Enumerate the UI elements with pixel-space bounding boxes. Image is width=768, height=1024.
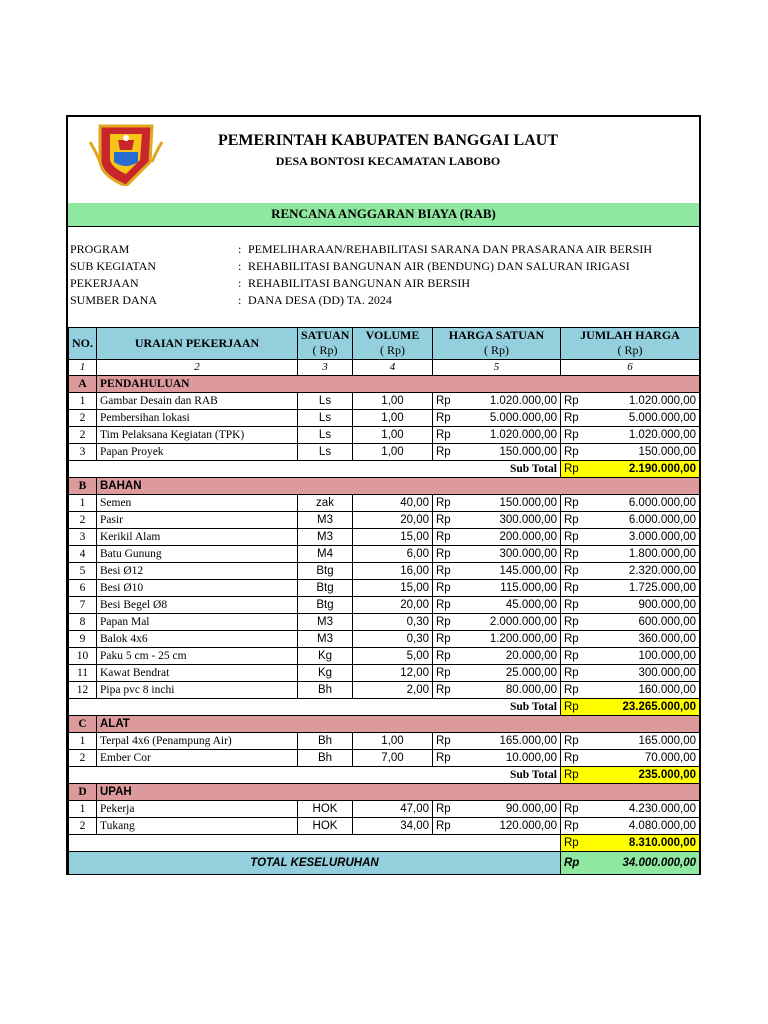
column-number: 3 — [298, 360, 353, 376]
item-no: 4 — [69, 546, 97, 563]
col-header-jumlah-label: JUMLAH HARGA — [580, 328, 680, 342]
item-satuan: Bh — [298, 682, 353, 699]
table-row — [69, 393, 700, 410]
item-uraian: Balok 4x6 — [97, 631, 298, 648]
table-row — [69, 750, 700, 767]
item-jumlah-value: 1.725.000,00 — [628, 581, 696, 594]
item-no: 1 — [69, 393, 97, 410]
section-row — [69, 376, 700, 393]
info-key: SUB KEGIATAN — [70, 259, 157, 273]
currency-label: Rp — [436, 734, 451, 747]
item-harga — [433, 495, 561, 512]
item-no: 6 — [69, 580, 97, 597]
item-uraian: Pipa pvc 8 inchi — [97, 682, 298, 699]
item-harga-value: 150.000,00 — [499, 496, 557, 509]
currency-label: Rp — [564, 856, 580, 869]
item-volume: 2,00 — [353, 682, 433, 699]
item-volume: 0,30 — [353, 631, 433, 648]
table-row — [69, 444, 700, 461]
item-no: 1 — [69, 495, 97, 512]
item-jumlah — [561, 393, 700, 410]
item-no: 2 — [69, 512, 97, 529]
item-satuan: M3 — [298, 512, 353, 529]
currency-label: Rp — [436, 411, 451, 424]
item-jumlah — [561, 529, 700, 546]
item-volume: 20,00 — [353, 597, 433, 614]
currency-label: Rp — [436, 547, 451, 560]
item-jumlah — [561, 597, 700, 614]
item-harga — [433, 512, 561, 529]
item-no: 1 — [69, 801, 97, 818]
item-satuan: Ls — [298, 393, 353, 410]
item-volume: 1,00 — [353, 427, 433, 444]
table-row — [69, 563, 700, 580]
currency-label: Rp — [564, 394, 579, 407]
section-letter: C — [69, 716, 97, 733]
info-colon: : — [238, 259, 242, 273]
item-no: 2 — [69, 427, 97, 444]
item-harga-value: 90.000,00 — [505, 802, 557, 815]
item-volume: 47,00 — [353, 801, 433, 818]
currency-label: Rp — [564, 615, 579, 628]
col-header-jumlah — [561, 328, 700, 360]
subtotal-amount: 235.000,00 — [638, 768, 696, 781]
item-harga-value: 5.000.000,00 — [489, 411, 557, 424]
currency-label: Rp — [564, 683, 579, 696]
item-jumlah — [561, 546, 700, 563]
item-satuan: M4 — [298, 546, 353, 563]
item-satuan: zak — [298, 495, 353, 512]
currency-label: Rp — [564, 632, 579, 645]
col-header-volume — [353, 328, 433, 360]
subtotal-label: Sub Total — [69, 699, 561, 716]
currency-label: Rp — [436, 394, 451, 407]
table-row — [69, 733, 700, 750]
item-uraian: Besi Ø12 — [97, 563, 298, 580]
item-volume: 20,00 — [353, 512, 433, 529]
item-satuan: Btg — [298, 563, 353, 580]
item-jumlah — [561, 648, 700, 665]
item-jumlah-value: 3.000.000,00 — [628, 530, 696, 543]
currency-label: Rp — [436, 496, 451, 509]
item-satuan: Btg — [298, 580, 353, 597]
item-no: 2 — [69, 818, 97, 835]
item-jumlah-value: 1.020.000,00 — [628, 394, 696, 407]
item-volume: 15,00 — [353, 580, 433, 597]
currency-label: Rp — [436, 666, 451, 679]
grand-total-row — [69, 852, 700, 875]
rab-table — [68, 327, 700, 875]
item-harga — [433, 563, 561, 580]
currency-label: Rp — [436, 802, 451, 815]
item-jumlah-value: 4.080.000,00 — [628, 819, 696, 832]
table-row — [69, 580, 700, 597]
subtotal-label — [69, 835, 561, 852]
currency-label: Rp — [564, 734, 579, 747]
col-header-satuan-unit: ( Rp) — [312, 343, 338, 357]
item-harga-value: 145.000,00 — [499, 564, 557, 577]
item-uraian: Tim Pelaksana Kegiatan (TPK) — [97, 427, 298, 444]
currency-label: Rp — [436, 683, 451, 696]
col-header-harga-unit: ( Rp) — [484, 343, 509, 357]
item-jumlah-value: 70.000,00 — [644, 751, 696, 764]
subtotal-row — [69, 699, 700, 716]
column-number: 4 — [353, 360, 433, 376]
rab-title: RENCANA ANGGARAN BIAYA (RAB) — [68, 203, 699, 227]
col-header-jumlah-unit: ( Rp) — [617, 343, 643, 357]
item-harga-value: 150.000,00 — [499, 445, 557, 458]
item-jumlah — [561, 818, 700, 835]
col-header-satuan-label: SATUAN — [301, 328, 350, 342]
column-number-row — [69, 360, 700, 376]
column-number: 1 — [69, 360, 97, 376]
currency-label: Rp — [436, 632, 451, 645]
table-row — [69, 529, 700, 546]
item-satuan: M3 — [298, 631, 353, 648]
item-jumlah — [561, 733, 700, 750]
currency-label: Rp — [564, 802, 579, 815]
info-value: PEMELIHARAAN/REHABILITASI SARANA DAN PRASARANA AIR BERSIH — [248, 242, 653, 256]
item-no: 2 — [69, 750, 97, 767]
item-satuan: Btg — [298, 597, 353, 614]
table-row — [69, 682, 700, 699]
item-harga-value: 300.000,00 — [499, 513, 557, 526]
item-jumlah-value: 160.000,00 — [638, 683, 696, 696]
table-row — [69, 648, 700, 665]
item-harga-value: 20.000,00 — [505, 649, 557, 662]
item-harga-value: 25.000,00 — [505, 666, 557, 679]
item-volume: 15,00 — [353, 529, 433, 546]
item-jumlah-value: 300.000,00 — [638, 666, 696, 679]
table-row — [69, 427, 700, 444]
item-harga — [433, 648, 561, 665]
item-satuan: HOK — [298, 801, 353, 818]
item-uraian: Paku 5 cm - 25 cm — [97, 648, 298, 665]
item-uraian: Kerikil Alam — [97, 529, 298, 546]
subtotal-value — [561, 835, 700, 852]
currency-label: Rp — [564, 666, 579, 679]
item-no: 10 — [69, 648, 97, 665]
item-jumlah — [561, 563, 700, 580]
currency-label: Rp — [564, 445, 579, 458]
item-harga — [433, 546, 561, 563]
item-uraian: Semen — [97, 495, 298, 512]
grand-total-label: TOTAL KESELURUHAN — [69, 852, 561, 875]
currency-label: Rp — [564, 649, 579, 662]
item-jumlah — [561, 682, 700, 699]
item-jumlah — [561, 410, 700, 427]
item-harga-value: 300.000,00 — [499, 547, 557, 560]
item-jumlah-value: 150.000,00 — [638, 445, 696, 458]
currency-label: Rp — [436, 615, 451, 628]
item-uraian: Gambar Desain dan RAB — [97, 393, 298, 410]
item-satuan: M3 — [298, 529, 353, 546]
item-jumlah-value: 6.000.000,00 — [628, 513, 696, 526]
item-harga-value: 1.020.000,00 — [489, 428, 557, 441]
section-letter: B — [69, 478, 97, 495]
item-no: 8 — [69, 614, 97, 631]
item-jumlah — [561, 427, 700, 444]
item-volume: 1,00 — [353, 410, 433, 427]
currency-label: Rp — [436, 598, 451, 611]
item-no: 5 — [69, 563, 97, 580]
table-row — [69, 818, 700, 835]
item-harga — [433, 733, 561, 750]
item-harga — [433, 580, 561, 597]
item-jumlah — [561, 665, 700, 682]
item-satuan: Bh — [298, 750, 353, 767]
item-harga — [433, 597, 561, 614]
table-row — [69, 512, 700, 529]
item-uraian: Pasir — [97, 512, 298, 529]
item-uraian: Pekerja — [97, 801, 298, 818]
item-jumlah-value: 2.320.000,00 — [628, 564, 696, 577]
item-jumlah — [561, 512, 700, 529]
item-harga — [433, 665, 561, 682]
column-number: 2 — [97, 360, 298, 376]
subtotal-amount: 2.190.000,00 — [628, 462, 696, 475]
item-no: 9 — [69, 631, 97, 648]
info-value: REHABILITASI BANGUNAN AIR BERSIH — [248, 276, 471, 290]
currency-label: Rp — [436, 428, 451, 441]
item-satuan: Ls — [298, 444, 353, 461]
section-name: PENDAHULUAN — [97, 376, 700, 393]
item-jumlah-value: 4.230.000,00 — [628, 802, 696, 815]
document-header — [68, 117, 699, 204]
item-satuan: Bh — [298, 733, 353, 750]
item-volume: 16,00 — [353, 563, 433, 580]
column-number: 5 — [433, 360, 561, 376]
item-no: 12 — [69, 682, 97, 699]
currency-label: Rp — [564, 496, 579, 509]
item-jumlah-value: 5.000.000,00 — [628, 411, 696, 424]
item-uraian: Tukang — [97, 818, 298, 835]
currency-label: Rp — [564, 700, 579, 713]
column-number: 6 — [561, 360, 700, 376]
currency-label: Rp — [436, 649, 451, 662]
section-row — [69, 784, 700, 801]
info-key: PROGRAM — [70, 242, 130, 256]
item-satuan: Ls — [298, 427, 353, 444]
item-uraian: Besi Ø10 — [97, 580, 298, 597]
table-header — [69, 328, 700, 360]
info-value: REHABILITASI BANGUNAN AIR (BENDUNG) DAN SALURAN IRIGASI — [248, 259, 630, 273]
currency-label: Rp — [436, 819, 451, 832]
currency-label: Rp — [564, 768, 579, 781]
item-harga — [433, 818, 561, 835]
subtotal-label: Sub Total — [69, 767, 561, 784]
table-row — [69, 495, 700, 512]
item-harga-value: 80.000,00 — [505, 683, 557, 696]
item-satuan: Kg — [298, 665, 353, 682]
table-row — [69, 665, 700, 682]
page-subtitle: DESA BONTOSI KECAMATAN LABOBO — [275, 154, 501, 168]
item-harga-value: 2.000.000,00 — [489, 615, 557, 628]
col-header-volume-label: VOLUME — [365, 328, 420, 342]
item-jumlah — [561, 801, 700, 818]
item-harga-value: 10.000,00 — [505, 751, 557, 764]
item-harga-value: 120.000,00 — [499, 819, 557, 832]
item-jumlah — [561, 495, 700, 512]
currency-label: Rp — [436, 581, 451, 594]
item-uraian: Kawat Bendrat — [97, 665, 298, 682]
grand-total-amount: 34.000.000,00 — [622, 856, 696, 869]
item-harga — [433, 750, 561, 767]
currency-label: Rp — [564, 564, 579, 577]
subtotal-amount: 23.265.000,00 — [622, 700, 696, 713]
item-harga — [433, 410, 561, 427]
section-letter: D — [69, 784, 97, 801]
currency-label: Rp — [564, 411, 579, 424]
table-row — [69, 631, 700, 648]
item-jumlah-value: 1.020.000,00 — [628, 428, 696, 441]
item-volume: 1,00 — [353, 444, 433, 461]
item-volume: 1,00 — [353, 393, 433, 410]
section-row — [69, 478, 700, 495]
item-no: 7 — [69, 597, 97, 614]
item-jumlah — [561, 444, 700, 461]
info-colon: : — [238, 276, 242, 290]
item-harga-value: 165.000,00 — [499, 734, 557, 747]
info-colon: : — [238, 293, 242, 307]
section-name: ALAT — [97, 716, 700, 733]
item-jumlah-value: 100.000,00 — [638, 649, 696, 662]
currency-label: Rp — [564, 530, 579, 543]
item-harga — [433, 614, 561, 631]
item-no: 3 — [69, 444, 97, 461]
item-harga-value: 1.200.000,00 — [489, 632, 557, 645]
item-no: 1 — [69, 733, 97, 750]
item-no: 3 — [69, 529, 97, 546]
subtotal-value — [561, 767, 700, 784]
item-volume: 0,30 — [353, 614, 433, 631]
col-header-harga — [433, 328, 561, 360]
crest-icon — [88, 122, 164, 186]
item-harga — [433, 444, 561, 461]
item-volume: 7,00 — [353, 750, 433, 767]
item-volume: 34,00 — [353, 818, 433, 835]
section-name: BAHAN — [97, 478, 700, 495]
item-jumlah-value: 600.000,00 — [638, 615, 696, 628]
rab-sheet — [66, 115, 701, 875]
currency-label: Rp — [564, 836, 579, 849]
section-letter: A — [69, 376, 97, 393]
item-uraian: Pembersihan lokasi — [97, 410, 298, 427]
table-row — [69, 614, 700, 631]
item-uraian: Batu Gunung — [97, 546, 298, 563]
subtotal-value — [561, 699, 700, 716]
currency-label: Rp — [436, 564, 451, 577]
item-uraian: Besi Begel Ø8 — [97, 597, 298, 614]
item-jumlah-value: 360.000,00 — [638, 632, 696, 645]
subtotal-row — [69, 461, 700, 478]
item-satuan: Ls — [298, 410, 353, 427]
currency-label: Rp — [564, 819, 579, 832]
item-no: 11 — [69, 665, 97, 682]
item-uraian: Papan Proyek — [97, 444, 298, 461]
item-satuan: Kg — [298, 648, 353, 665]
col-header-no: NO. — [69, 328, 97, 360]
currency-label: Rp — [564, 462, 579, 475]
item-harga-value: 115.000,00 — [500, 581, 557, 594]
section-row — [69, 716, 700, 733]
item-uraian: Papan Mal — [97, 614, 298, 631]
subtotal-value — [561, 461, 700, 478]
col-header-satuan — [298, 328, 353, 360]
item-volume: 6,00 — [353, 546, 433, 563]
table-row — [69, 546, 700, 563]
subtotal-row — [69, 767, 700, 784]
item-satuan: M3 — [298, 614, 353, 631]
item-harga — [433, 801, 561, 818]
item-volume: 12,00 — [353, 665, 433, 682]
item-jumlah-value: 1.800.000,00 — [628, 547, 696, 560]
table-row — [69, 597, 700, 614]
item-no: 2 — [69, 410, 97, 427]
item-harga-value: 1.020.000,00 — [489, 394, 557, 407]
item-harga — [433, 529, 561, 546]
item-uraian: Ember Cor — [97, 750, 298, 767]
grand-total-value — [561, 852, 700, 875]
item-jumlah — [561, 631, 700, 648]
item-jumlah-value: 900.000,00 — [638, 598, 696, 611]
item-harga-value: 45.000,00 — [505, 598, 557, 611]
table-row — [69, 410, 700, 427]
item-jumlah — [561, 750, 700, 767]
currency-label: Rp — [564, 751, 579, 764]
subtotal-row — [69, 835, 700, 852]
page-title: PEMERINTAH KABUPATEN BANGGAI LAUT — [217, 132, 559, 149]
currency-label: Rp — [436, 530, 451, 543]
col-header-uraian: URAIAN PEKERJAAN — [97, 328, 298, 360]
item-jumlah-value: 6.000.000,00 — [628, 496, 696, 509]
col-header-harga-label: HARGA SATUAN — [448, 328, 545, 342]
section-name: UPAH — [97, 784, 700, 801]
info-colon: : — [238, 242, 242, 256]
subtotal-label: Sub Total — [69, 461, 561, 478]
currency-label: Rp — [564, 547, 579, 560]
item-jumlah — [561, 614, 700, 631]
item-harga — [433, 427, 561, 444]
item-harga-value: 200.000,00 — [499, 530, 557, 543]
currency-label: Rp — [564, 513, 579, 526]
item-jumlah — [561, 580, 700, 597]
item-volume: 5,00 — [353, 648, 433, 665]
item-satuan: HOK — [298, 818, 353, 835]
info-key: PEKERJAAN — [70, 276, 139, 290]
item-harga — [433, 682, 561, 699]
table-row — [69, 801, 700, 818]
item-jumlah-value: 165.000,00 — [638, 734, 696, 747]
subtotal-amount: 8.310.000,00 — [628, 836, 696, 849]
item-volume: 1,00 — [353, 733, 433, 750]
currency-label: Rp — [436, 751, 451, 764]
currency-label: Rp — [564, 598, 579, 611]
currency-label: Rp — [564, 428, 579, 441]
item-harga — [433, 631, 561, 648]
item-uraian: Terpal 4x6 (Penampung Air) — [97, 733, 298, 750]
item-harga — [433, 393, 561, 410]
currency-label: Rp — [436, 513, 451, 526]
currency-label: Rp — [436, 445, 451, 458]
item-volume: 40,00 — [353, 495, 433, 512]
info-value: DANA DESA (DD) TA. 2024 — [248, 293, 392, 307]
col-header-volume-unit: ( Rp) — [380, 343, 405, 357]
currency-label: Rp — [564, 581, 579, 594]
info-key: SUMBER DANA — [70, 293, 158, 307]
